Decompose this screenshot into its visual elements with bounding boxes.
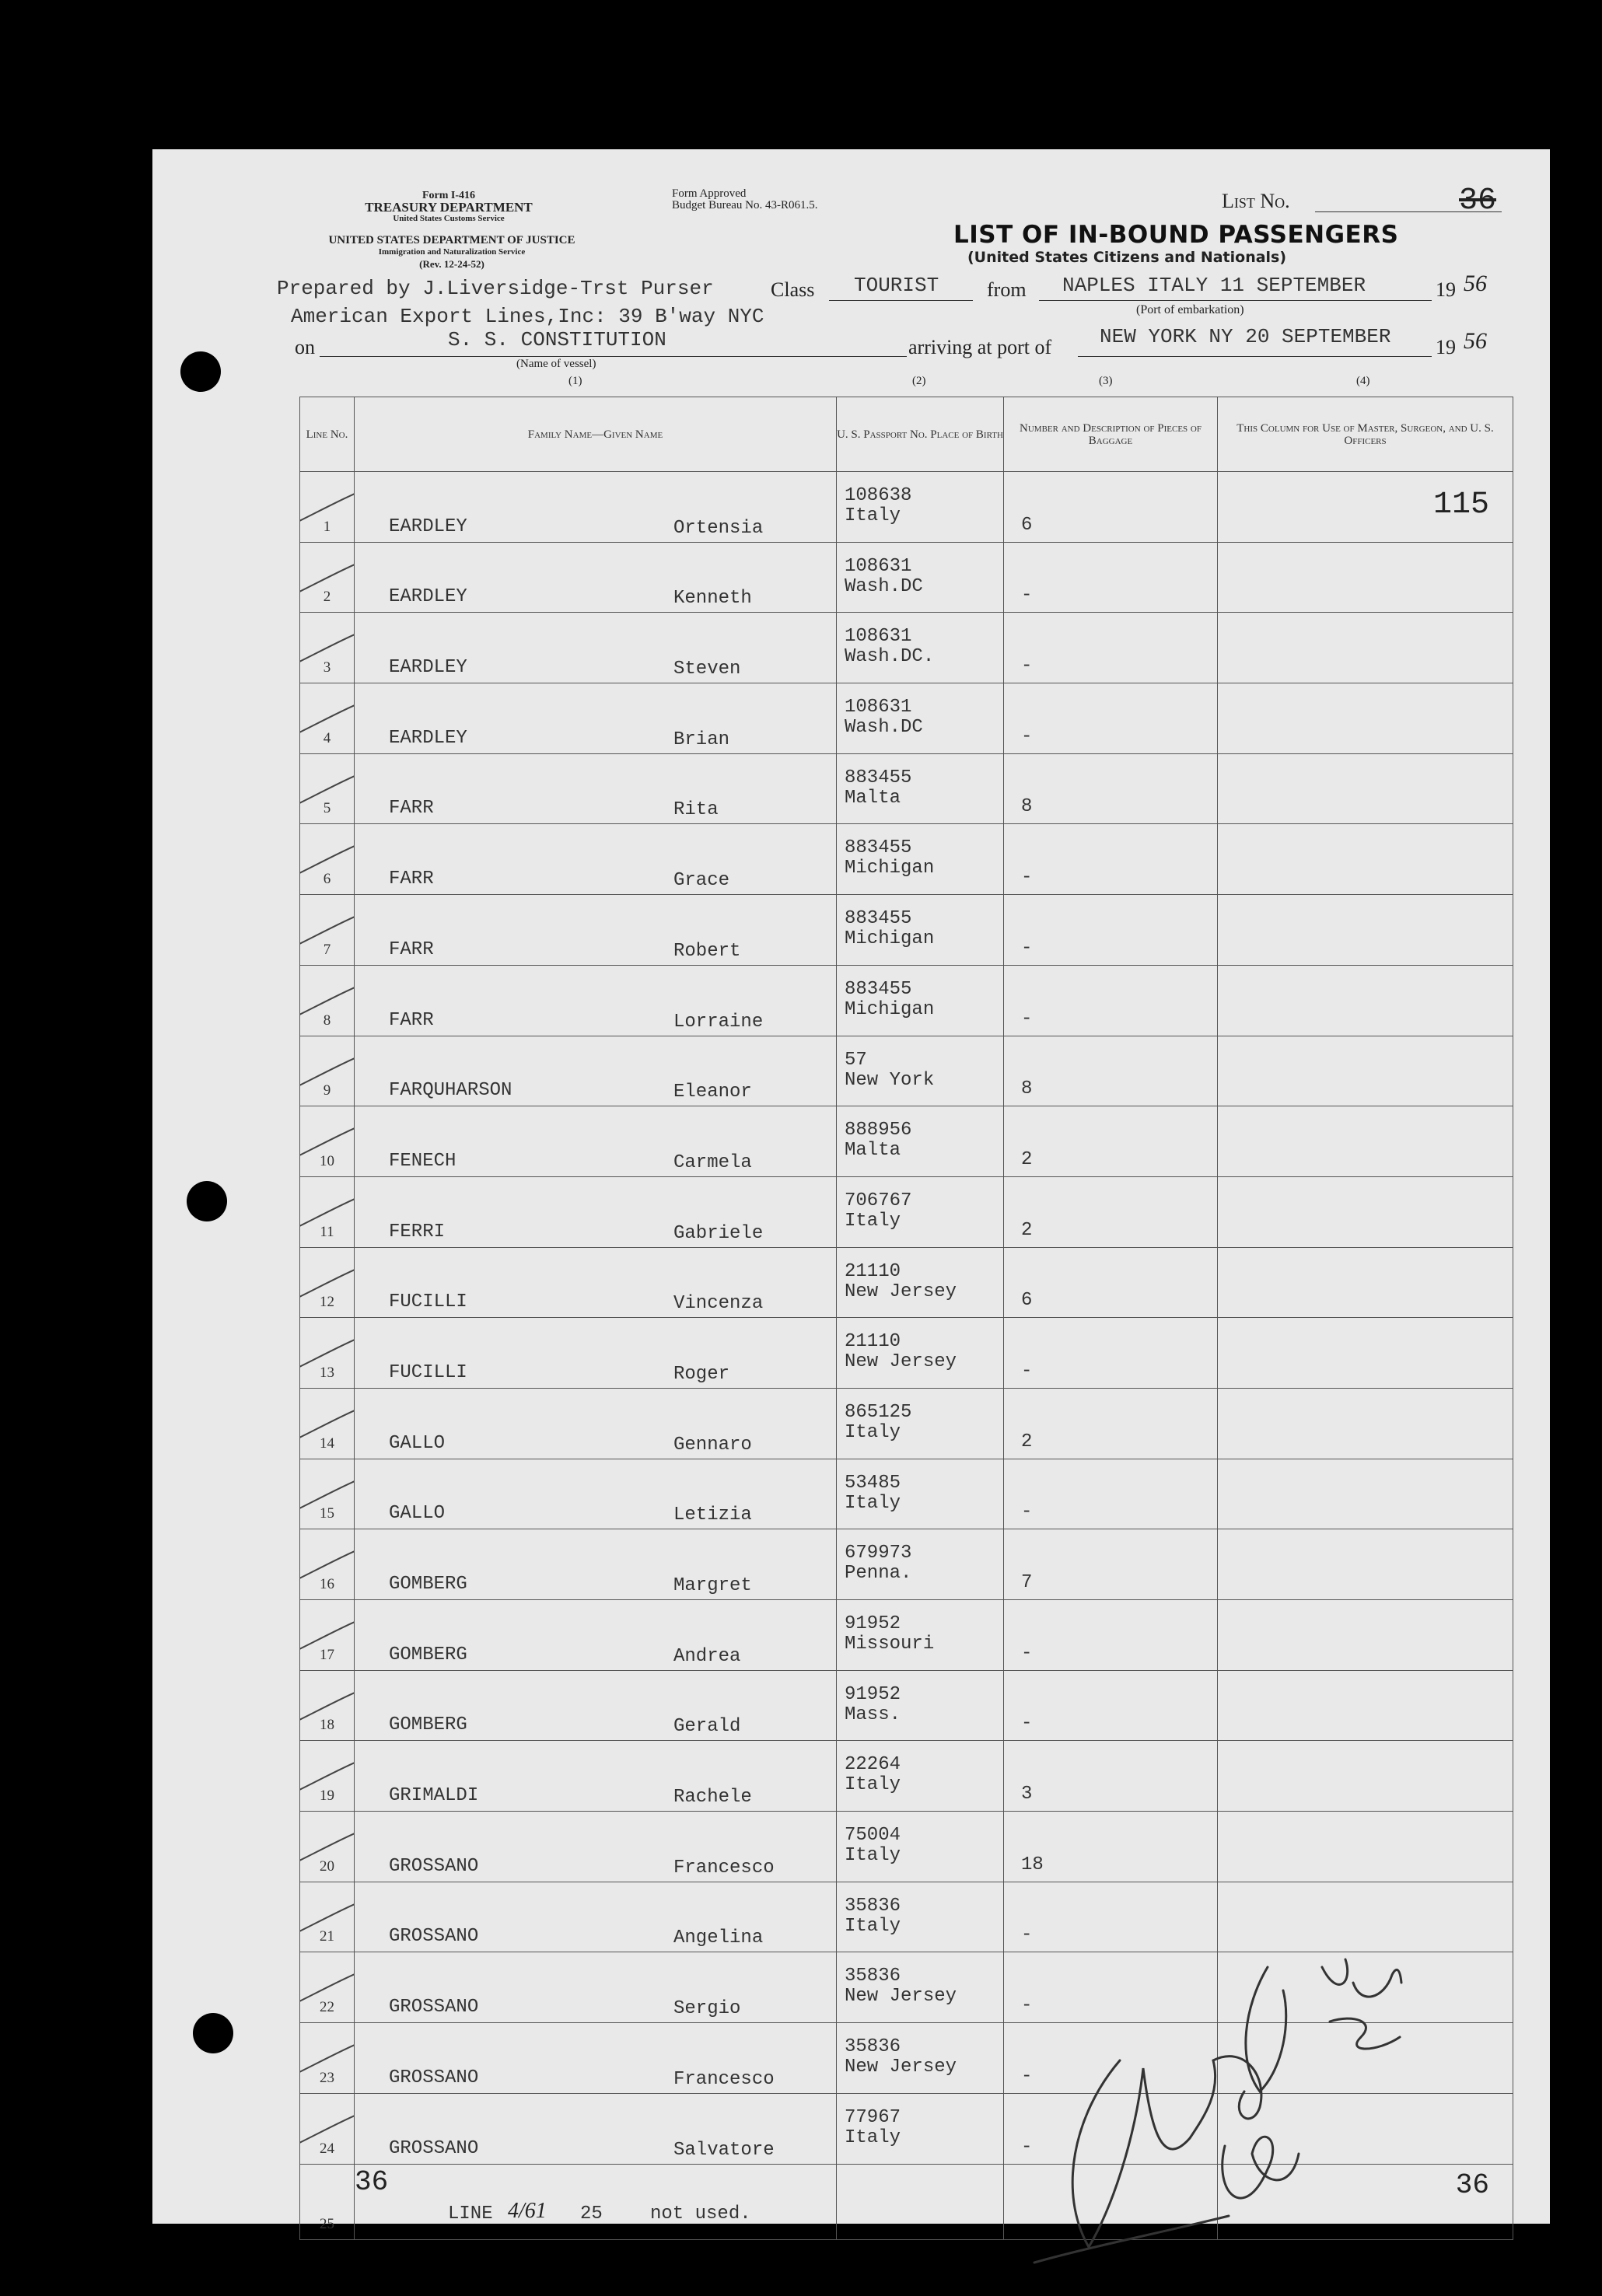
passport-number: 35836 (845, 1895, 901, 1917)
officer-signature (1027, 1936, 1431, 2270)
place-of-birth: Italy (845, 1492, 901, 1514)
line-number: 11 (320, 1223, 334, 1240)
embarkation-caption: (Port of embarkation) (1136, 303, 1244, 316)
shipping-line: American Export Lines,Inc: 39 B'way NYC (291, 305, 764, 328)
passport-number: 108631 (845, 626, 912, 648)
passport-number: 35836 (845, 2036, 901, 2058)
place-of-birth: Missouri (845, 1634, 935, 1655)
baggage-count: - (1021, 937, 1033, 959)
binder-hole (187, 1181, 227, 1221)
column-number-2: (2) (912, 375, 926, 387)
line-number: 5 (323, 800, 331, 817)
place-of-birth: Italy (845, 1915, 901, 1937)
baggage-count: 2 (1021, 1431, 1033, 1452)
place-of-birth: Italy (845, 505, 901, 526)
table-row (300, 1106, 1513, 1177)
column-number-1: (1) (568, 375, 582, 387)
family-name: FARR (389, 868, 434, 890)
given-name: Vincenza (673, 1293, 764, 1315)
header-line-no: Line No. (300, 397, 355, 472)
family-name: GROSSANO (389, 1997, 479, 2018)
customs-label: United States Customs Service (393, 214, 505, 223)
baggage-count: 2 (1021, 1219, 1033, 1241)
given-name: Sergio (673, 1998, 741, 2020)
place-of-birth: Malta (845, 1140, 901, 1162)
passport-number: 57 (845, 1049, 867, 1071)
arriving-label: arriving at port of (908, 336, 1052, 358)
line-number: 23 (320, 2069, 334, 2086)
line-number: 15 (320, 1505, 334, 1522)
family-name: GROSSANO (389, 1926, 479, 1948)
baggage-count: - (1021, 1924, 1033, 1946)
passport-number: 22264 (845, 1754, 901, 1776)
place-of-birth: Malta (845, 787, 901, 809)
manifest-subtitle: (United States Citizens and Nationals) (967, 249, 1287, 266)
form-approved-label: Form Approved (672, 187, 747, 200)
table-row (300, 1741, 1513, 1812)
place-of-birth: Michigan (845, 858, 935, 879)
form-id-block (352, 190, 546, 225)
embark-year-prefix: 19 (1436, 278, 1456, 301)
given-name: Robert (673, 940, 741, 962)
place-of-birth: Italy (845, 2127, 901, 2148)
baggage-count: 8 (1021, 796, 1033, 818)
justice-label: UNITED STATES DEPARTMENT OF JUSTICE (328, 234, 575, 246)
place-of-birth: New York (845, 1069, 935, 1091)
line-number: 10 (320, 1152, 334, 1169)
officer-note: 115 (1432, 488, 1489, 522)
given-name: Angelina (673, 1927, 764, 1949)
binder-hole (193, 2013, 233, 2053)
table-row (300, 753, 1513, 824)
place-of-birth: Mass. (845, 1704, 901, 1725)
not-used-text: not used. (650, 2203, 751, 2224)
baggage-count: - (1021, 1008, 1033, 1029)
table-row (300, 1529, 1513, 1600)
line-number: 14 (320, 1435, 334, 1452)
line-number: 1 (323, 518, 331, 535)
table-row (300, 472, 1513, 543)
family-name: GALLO (389, 1503, 446, 1525)
list-no-label: List No. (1222, 190, 1290, 212)
family-name: FARR (389, 798, 434, 820)
line-number: 25 (320, 2215, 334, 2232)
given-name: Rachele (673, 1787, 752, 1808)
line-number: 6 (323, 871, 331, 888)
revision-label: (Rev. 12-24-52) (419, 258, 484, 270)
arrival-value: NEW YORK NY 20 SEPTEMBER (1100, 325, 1391, 348)
family-name: EARDLEY (389, 727, 467, 749)
arrival-year-prefix: 19 (1436, 336, 1456, 358)
table-row (300, 824, 1513, 895)
family-name: EARDLEY (389, 586, 467, 608)
on-label: on (295, 336, 315, 358)
place-of-birth: Italy (845, 1210, 901, 1232)
place-of-birth: Michigan (845, 928, 935, 950)
baggage-count: - (1021, 2136, 1033, 2158)
passport-number: 865125 (845, 1401, 912, 1423)
line-number: 8 (323, 1012, 331, 1029)
baggage-count: 6 (1021, 1290, 1033, 1312)
line-number: 2 (323, 589, 331, 606)
table-row (300, 1388, 1513, 1459)
passport-number: 883455 (845, 908, 912, 930)
not-used-line: 25 (580, 2203, 603, 2224)
line-number: 7 (323, 941, 331, 958)
class-value: TOURIST (854, 274, 939, 297)
table-row (300, 683, 1513, 754)
line-number: 21 (320, 1928, 334, 1945)
form-approval (672, 188, 817, 211)
place-of-birth: Italy (845, 1845, 901, 1867)
table-row (300, 1318, 1513, 1389)
given-name: Brian (673, 729, 730, 750)
place-of-birth: New Jersey (845, 1986, 957, 2008)
given-name: Andrea (673, 1645, 741, 1667)
table-row (300, 1247, 1513, 1318)
passport-number: 77967 (845, 2106, 901, 2128)
family-name: FARR (389, 1009, 434, 1031)
column-number-4: (4) (1356, 375, 1370, 387)
given-name: Lorraine (673, 1011, 764, 1033)
passport-number: 35836 (845, 1966, 901, 1987)
baggage-count: 18 (1021, 1854, 1044, 1875)
baggage-count: - (1021, 725, 1033, 747)
line-number: 19 (320, 1788, 334, 1805)
place-of-birth: New Jersey (845, 1351, 957, 1373)
column-number-3: (3) (1099, 375, 1113, 387)
vessel-name: S. S. CONSTITUTION (448, 328, 666, 351)
baggage-count: 8 (1021, 1078, 1033, 1100)
manifest-title: LIST OF IN-BOUND PASSENGERS (953, 221, 1399, 249)
table-row (300, 1036, 1513, 1106)
family-name: FENECH (389, 1150, 456, 1172)
table-row (300, 965, 1513, 1036)
family-name: EARDLEY (389, 657, 467, 679)
passport-number: 883455 (845, 978, 912, 1000)
place-of-birth: New Jersey (845, 1281, 957, 1302)
header-name: Family Name—Given Name (355, 397, 837, 472)
table-row (300, 895, 1513, 966)
family-name: GOMBERG (389, 1714, 467, 1736)
place-of-birth: Italy (845, 1421, 901, 1443)
place-of-birth: Penna. (845, 1563, 912, 1585)
list-number: 36 (1459, 183, 1497, 218)
table-header-row (300, 397, 1513, 472)
baggage-count: 3 (1021, 1784, 1033, 1805)
table-row (300, 1600, 1513, 1671)
passport-number: 21110 (845, 1260, 901, 1282)
place-of-birth: New Jersey (845, 2057, 957, 2078)
given-name: Gerald (673, 1716, 741, 1738)
given-name: Carmela (673, 1151, 752, 1173)
passport-number: 108631 (845, 555, 912, 577)
family-name: GROSSANO (389, 2067, 479, 2088)
baggage-count: - (1021, 1642, 1033, 1664)
given-name: Margret (673, 1575, 752, 1596)
given-name: Steven (673, 659, 741, 680)
header-officers: This Column for Use of Master, Surgeon, and U. S. Officers (1218, 397, 1513, 472)
passport-number: 888956 (845, 1120, 912, 1141)
family-name: EARDLEY (389, 515, 467, 537)
list-number-left: 36 (355, 2165, 389, 2198)
line-number: 18 (320, 1717, 334, 1734)
line-number: 3 (323, 659, 331, 676)
given-name: Grace (673, 870, 730, 892)
place-of-birth: Wash.DC (845, 575, 923, 597)
family-name: FERRI (389, 1221, 446, 1242)
table-row (300, 1670, 1513, 1741)
baggage-count: - (1021, 1360, 1033, 1382)
passport-number: 21110 (845, 1331, 901, 1353)
given-name: Letizia (673, 1504, 752, 1526)
given-name: Gennaro (673, 1434, 752, 1456)
not-used-handwritten: 4/61 (508, 2198, 547, 2223)
line-number: 13 (320, 1364, 334, 1381)
family-name: GOMBERG (389, 1574, 467, 1595)
line-number: 9 (323, 1082, 331, 1099)
line-number: 17 (320, 1646, 334, 1663)
vessel-caption: (Name of vessel) (516, 358, 596, 370)
family-name: GROSSANO (389, 2137, 479, 2159)
passport-number: 883455 (845, 767, 912, 788)
place-of-birth: Wash.DC (845, 717, 923, 739)
given-name: Ortensia (673, 517, 764, 539)
given-name: Eleanor (673, 1082, 752, 1103)
passport-number: 108638 (845, 485, 912, 506)
place-of-birth: Wash.DC. (845, 646, 935, 668)
place-of-birth: Italy (845, 1774, 901, 1796)
family-name: GALLO (389, 1432, 446, 1454)
line-number: 4 (323, 729, 331, 746)
baggage-count: - (1021, 585, 1033, 606)
line-number: 24 (320, 2140, 334, 2157)
given-name: Francesco (673, 2068, 775, 2090)
table-row (300, 613, 1513, 683)
baggage-count: 6 (1021, 514, 1033, 536)
given-name: Rita (673, 799, 719, 821)
passport-number: 679973 (845, 1543, 912, 1564)
passport-number: 883455 (845, 837, 912, 859)
treasury-label: TREASURY DEPARTMENT (365, 200, 533, 215)
given-name: Roger (673, 1363, 730, 1385)
baggage-count: - (1021, 867, 1033, 889)
baggage-count: - (1021, 1995, 1033, 2017)
arrival-year: 56 (1464, 328, 1487, 354)
passport-number: 75004 (845, 1825, 901, 1847)
table-row (300, 1459, 1513, 1529)
passport-number: 91952 (845, 1683, 901, 1705)
not-used-prefix: LINE (448, 2203, 493, 2224)
family-name: FUCILLI (389, 1361, 467, 1383)
from-label: from (987, 278, 1027, 301)
passport-number: 53485 (845, 1472, 901, 1494)
table-row (300, 1176, 1513, 1247)
given-name: Kenneth (673, 588, 752, 610)
place-of-birth: Michigan (845, 998, 935, 1020)
class-label: Class (771, 278, 815, 301)
family-name: FARQUHARSON (389, 1080, 512, 1102)
embarkation-value: NAPLES ITALY 11 SEPTEMBER (1062, 274, 1366, 297)
baggage-count: 2 (1021, 1148, 1033, 1170)
prepared-by: Prepared by J.Liversidge-Trst Purser (277, 277, 714, 300)
line-number: 16 (320, 1576, 334, 1592)
passport-number: 706767 (845, 1190, 912, 1211)
baggage-count: - (1021, 1501, 1033, 1523)
line-number: 20 (320, 1857, 334, 1875)
given-name: Francesco (673, 1857, 775, 1878)
family-name: GOMBERG (389, 1644, 467, 1665)
baggage-count: - (1021, 655, 1033, 677)
given-name: Gabriele (673, 1222, 764, 1244)
header-baggage: Number and Description of Pieces of Baggage (1004, 397, 1218, 472)
table-row (300, 542, 1513, 613)
baggage-count: - (1021, 2065, 1033, 2087)
table-row (300, 1812, 1513, 1882)
list-number-right: 36 (1455, 2168, 1489, 2201)
baggage-count: - (1021, 1713, 1033, 1735)
family-name: GRIMALDI (389, 1785, 479, 1807)
line-number: 12 (320, 1294, 334, 1311)
justice-block (289, 235, 615, 270)
family-name: FUCILLI (389, 1291, 467, 1313)
line-number: 22 (320, 1999, 334, 2016)
header-passport: U. S. Passport No. Place of Birth (837, 397, 1004, 472)
passport-number: 108631 (845, 697, 912, 718)
binder-hole (180, 351, 221, 392)
embark-year: 56 (1464, 271, 1487, 296)
ins-label: Immigration and Naturalization Service (378, 247, 526, 257)
given-name: Salvatore (673, 2139, 775, 2161)
family-name: FARR (389, 938, 434, 960)
baggage-count: 7 (1021, 1572, 1033, 1593)
budget-bureau-label: Budget Bureau No. 43-R061.5. (672, 199, 818, 211)
family-name: GROSSANO (389, 1855, 479, 1877)
passport-number: 91952 (845, 1613, 901, 1634)
form-number: Form I-416 (421, 190, 476, 201)
